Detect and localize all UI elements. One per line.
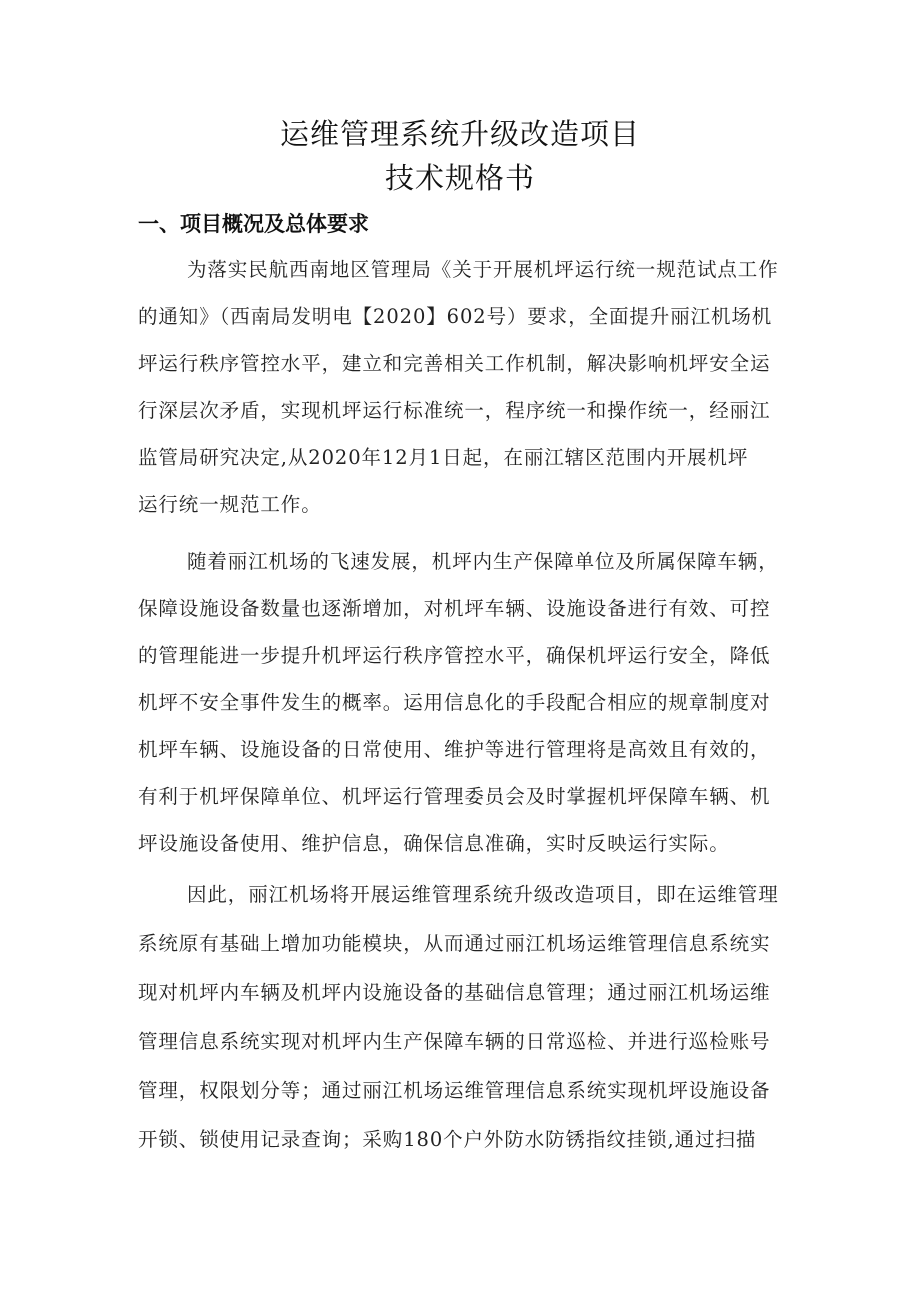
- paragraph-3-line-4: 管理信息系统实现对机坪内生产保障车辆的日常巡检、并进行巡检账号: [138, 1030, 771, 1053]
- paragraph-3-line-6: 开锁、锁使用记录查询；采购180个户外防水防锈指纹挂锁,通过扫描: [138, 1128, 757, 1151]
- paragraph-3-line-1: 因此，丽江机场将开展运维管理系统升级改造项目，即在运维管理: [187, 883, 779, 906]
- paragraph-1-line-5: 监管局研究决定,从2020年12月1日起，在丽江辖区范围内开展机坪: [138, 446, 749, 469]
- paragraph-1-line-4: 行深层次矛盾，实现机坪运行标准统一，程序统一和操作统一，经丽江: [138, 399, 771, 422]
- document-subtitle: 技术规格书: [384, 161, 535, 195]
- paragraph-1-line-1: 为落实民航西南地区管理局《关于开展机坪运行统一规范试点工作: [187, 258, 779, 281]
- paragraph-2-line-5: 机坪车辆、设施设备的日常使用、维护等进行管理将是高效且有效的，: [138, 738, 771, 761]
- paragraph-3-line-5: 管理，权限划分等；通过丽江机场运维管理信息系统实现机坪设施设备: [138, 1079, 771, 1102]
- paragraph-3-line-2: 系统原有基础上增加功能模块，从而通过丽江机场运维管理信息系统实: [138, 932, 771, 955]
- paragraph-1-line-6: 运行统一规范工作。: [138, 493, 322, 516]
- paragraph-2-line-6: 有利于机坪保障单位、机坪运行管理委员会及时掌握机坪保障车辆、机: [138, 785, 771, 808]
- paragraph-1-line-3: 坪运行秩序管控水平，建立和完善相关工作机制，解决影响机坪安全运: [138, 352, 771, 375]
- paragraph-2-line-3: 的管理能进一步提升机坪运行秩序管控水平，确保机坪运行安全，降低: [138, 644, 771, 667]
- paragraph-2-line-1: 随着丽江机场的飞速发展，机坪内生产保障单位及所属保障车辆，: [187, 550, 779, 573]
- paragraph-2-line-2: 保障设施设备数量也逐渐增加，对机坪车辆、设施设备进行有效、可控: [138, 597, 771, 620]
- section-heading: 一、项目概况及总体要求: [138, 212, 369, 236]
- paragraph-1-line-2: 的通知》（西南局发明电【2020】602号）要求，全面提升丽江机场机: [138, 305, 773, 328]
- paragraph-2-line-4: 机坪不安全事件发生的概率。运用信息化的手段配合相应的规章制度对: [138, 691, 771, 714]
- paragraph-2-line-7: 坪设施设备使用、维护信息，确保信息准确，实时反映运行实际。: [138, 832, 730, 855]
- document-title: 运维管理系统升级改造项目: [279, 117, 640, 151]
- paragraph-3-line-3: 现对机坪内车辆及机坪内设施设备的基础信息管理；通过丽江机场运维: [138, 981, 771, 1004]
